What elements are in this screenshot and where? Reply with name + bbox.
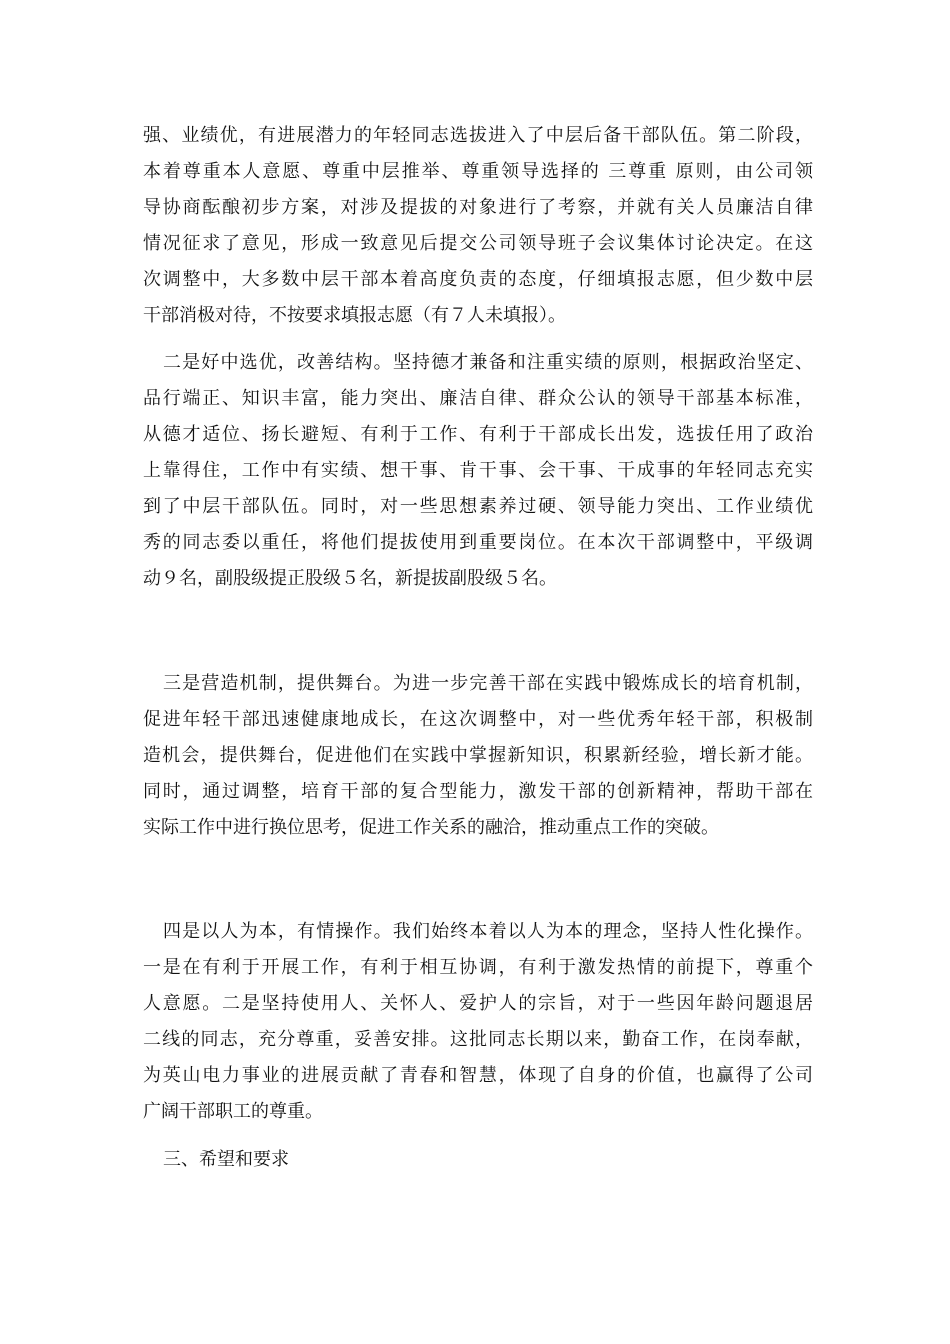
paragraph-point-three — [143, 666, 813, 846]
text-line: 秀的同志委以重任，将他们提拔使用到重要岗位。在本次干部调整中，平级调 — [143, 532, 813, 553]
text-line: 导协商酝酿初步方案，对涉及提拔的对象进行了考察，并就有关人员廉洁自律 — [143, 197, 813, 218]
text-line: 实际工作中进行换位思考，促进工作关系的融洽，推动重点工作的突破。 — [143, 817, 719, 838]
text-line: 情况征求了意见，形成一致意见后提交公司领导班子会议集体讨论决定。在这 — [143, 233, 813, 254]
text-line: 一是在有利于开展工作，有利于相互协调，有利于激发热情的前提下，尊重个 — [143, 957, 813, 978]
text-line: 促进年轻干部迅速健康地成长，在这次调整中，对一些优秀年轻干部，积极制 — [143, 709, 813, 730]
text-line: 二线的同志，充分尊重，妥善安排。这批同志长期以来，勤奋工作，在岗奉献， — [143, 1029, 813, 1050]
text-line: 到了中层干部队伍。同时，对一些思想素养过硬、领导能力突出、工作业绩优 — [143, 496, 813, 517]
paragraph-continuation — [143, 118, 813, 334]
text-line: 三是营造机制，提供舞台。为进一步完善干部在实践中锻炼成长的培育机制， — [163, 673, 813, 694]
text-line: 动９名，副股级提正股级５名，新提拔副股级５名。 — [143, 568, 557, 589]
paragraph-point-two — [143, 345, 813, 597]
text-line: 四是以人为本，有情操作。我们始终本着以人为本的理念，坚持人性化操作。 — [163, 921, 813, 942]
paragraph-point-four — [143, 914, 813, 1130]
text-line: 本着尊重本人意愿、尊重中层推举、尊重领导选择的 三尊重 原则，由公司领 — [143, 161, 813, 182]
text-line: 干部消极对待，不按要求填报志愿（有７人未填报）。 — [143, 305, 566, 326]
text-line: 造机会，提供舞台，促进他们在实践中掌握新知识，积累新经验，增长新才能。 — [143, 745, 813, 766]
text-line: 品行端正、知识丰富，能力突出、廉洁自律、群众公认的领导干部基本标准， — [143, 388, 813, 409]
text-line: 人意愿。二是坚持使用人、关怀人、爱护人的宗旨，对于一些因年龄问题退居 — [143, 993, 813, 1014]
text-line: 上靠得住，工作中有实绩、想干事、肯干事、会干事、干成事的年轻同志充实 — [143, 460, 813, 481]
text-line: 同时，通过调整，培育干部的复合型能力，激发干部的创新精神，帮助干部在 — [143, 781, 813, 802]
section-heading — [143, 1142, 813, 1178]
text-line: 强、业绩优，有进展潜力的年轻同志选拔进入了中层后备干部队伍。第二阶段， — [143, 125, 813, 146]
text-line: 从德才适位、扬长避短、有利于工作、有利于干部成长出发，选拔任用了政治 — [143, 424, 813, 445]
text-line: 广阔干部职工的尊重。 — [143, 1101, 323, 1122]
text-line: 为英山电力事业的进展贡献了青春和智慧，体现了自身的价值，也赢得了公司 — [143, 1065, 813, 1086]
section-heading-text: 三、希望和要求 — [163, 1149, 289, 1170]
text-line: 次调整中，大多数中层干部本着高度负责的态度，仔细填报志愿，但少数中层 — [143, 269, 813, 290]
text-line: 二是好中选优，改善结构。坚持德才兼备和注重实绩的原则，根据政治坚定、 — [163, 352, 813, 373]
